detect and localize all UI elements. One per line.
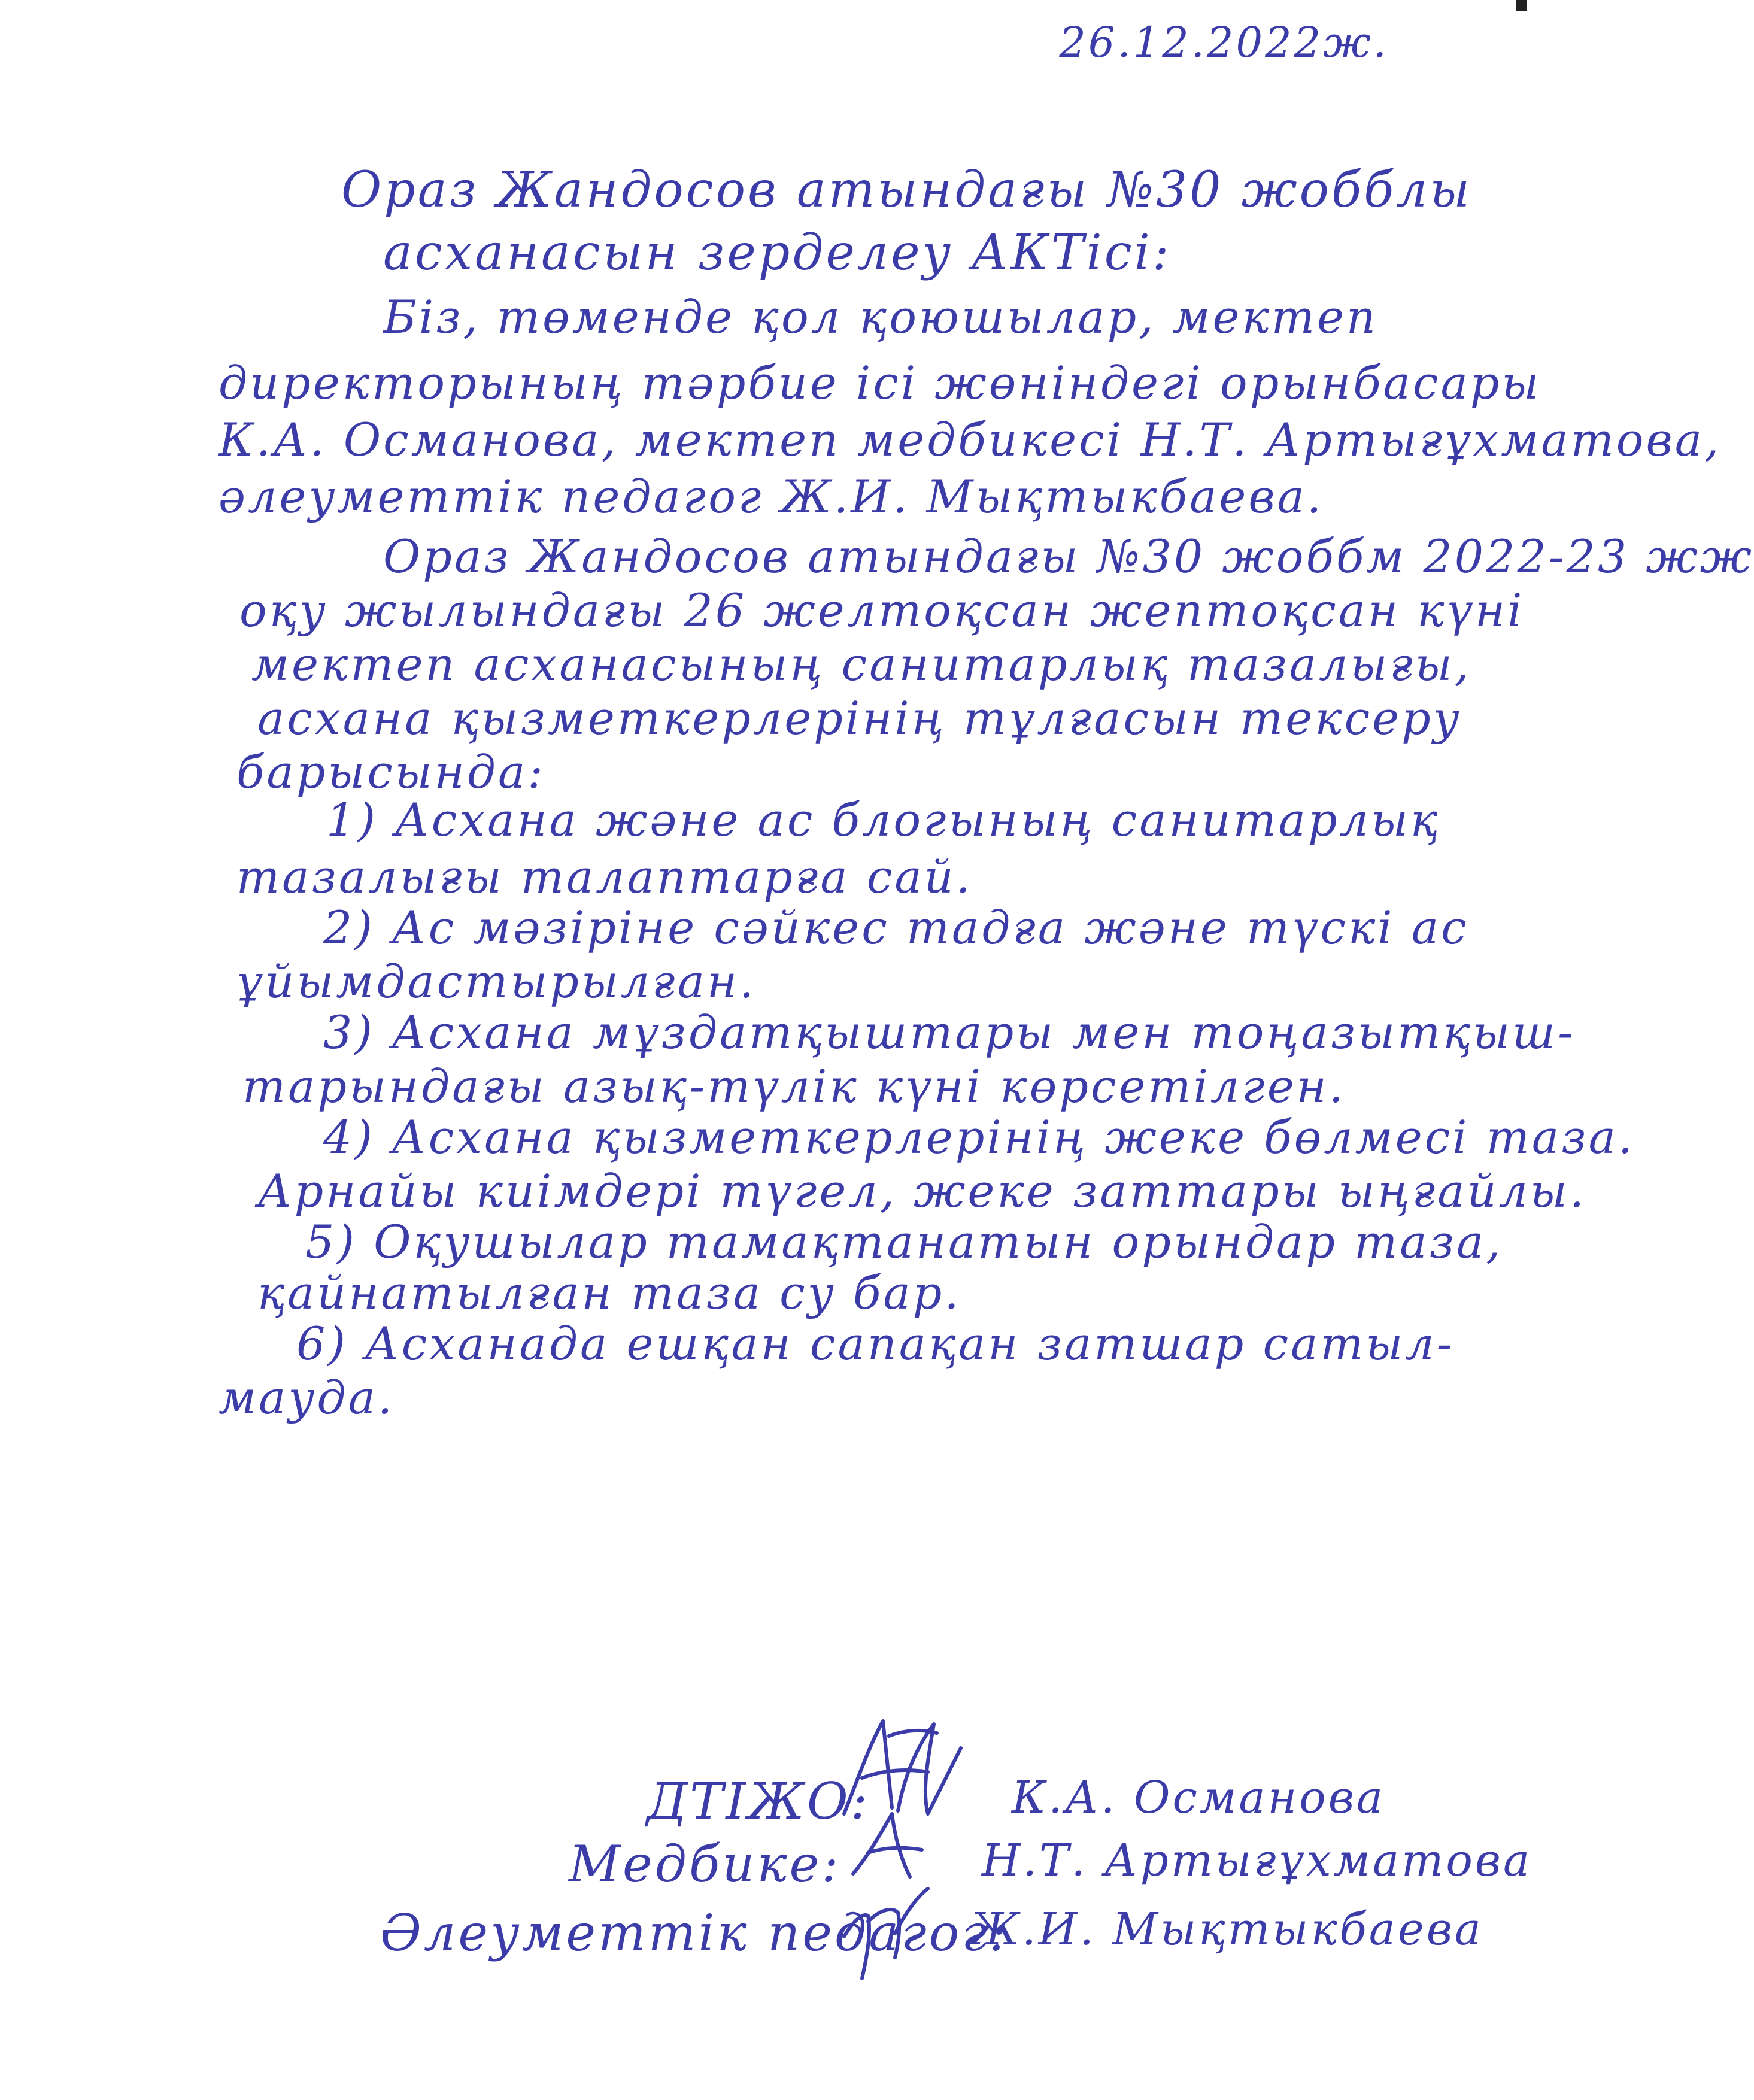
item-4-line-2: Арнайы киімдері түгел, жеке заттары ыңғайлы. (257, 1164, 1586, 1218)
signature-role-social-pedagogue: Әлеуметтік педагог: (380, 1904, 1009, 1962)
intro-line-2: директорының тәрбие ісі жөніндегі орынбасары (219, 356, 1541, 409)
body-line-3: мектеп асханасының санитарлық тазалығы, (251, 638, 1471, 691)
item-5-line-2: қайнатылған таза су бар. (257, 1266, 961, 1319)
intro-line-3: К.А. Османова, мектеп медбикесі Н.Т. Артығұхматова, (219, 413, 1722, 466)
intro-line-1: Біз, төменде қол қоюшылар, мектеп (383, 290, 1378, 344)
item-5-line-1: 5) Оқушылар тамақтанатын орындар таза, (305, 1215, 1503, 1269)
item-6-line-2: мауда. (219, 1371, 395, 1424)
item-1-line-1: 1) Асхана және ас блогының санитарлық (326, 793, 1440, 846)
body-line-2: оқу жылындағы 26 желтоқсан жептоқсан күні (239, 584, 1525, 637)
body-line-1: Ораз Жандосов атындағы №30 жоббм 2022-23 жж (383, 530, 1754, 583)
signature-name-deputy: К.А. Османова (1012, 1772, 1385, 1823)
item-1-line-2: тазалығы талаптарға сай. (236, 850, 973, 903)
item-3-line-2: тарындағы азық-түлік күні көрсетілген. (242, 1060, 1346, 1113)
signature-name-nurse: Н.Т. Артығұхматова (982, 1835, 1533, 1886)
item-6-line-1: 6) Асханада ешқан сапақан затшар сатыл- (296, 1317, 1455, 1370)
handwritten-signature-social-pedagogue (832, 1880, 934, 1990)
title-line-1: Ораз Жандосов атындағы №30 жобблы (341, 162, 1473, 219)
handwritten-signature-nurse (844, 1808, 934, 1888)
signature-role-nurse: Медбике: (569, 1835, 841, 1893)
intro-line-4: әлеуметтік педагог Ж.И. Мықтыкбаева. (219, 470, 1324, 523)
signature-role-deputy: ДТІЖО: (647, 1772, 870, 1831)
item-3-line-1: 3) Асхана мұздатқыштары мен тоңазытқыш- (323, 1006, 1576, 1059)
title-line-2: асханасын зерделеу АКТісі: (383, 224, 1172, 281)
body-line-4: асхана қызметкерлерінің тұлғасын тексеру (257, 691, 1462, 745)
signature-name-social-pedagogue: Ж.И. Мықтыкбаева (970, 1904, 1483, 1955)
body-line-5: барысында: (236, 745, 545, 799)
item-4-line-1: 4) Асхана қызметкерлерінің жеке бөлмесі таза. (323, 1110, 1635, 1164)
document-date: 26.12.2022ж. (1059, 18, 1389, 67)
item-2-line-2: ұйымдастырылған. (236, 955, 757, 1008)
item-2-line-1: 2) Ас мәзіріне сәйкес тадға және түскі ас (323, 901, 1469, 954)
